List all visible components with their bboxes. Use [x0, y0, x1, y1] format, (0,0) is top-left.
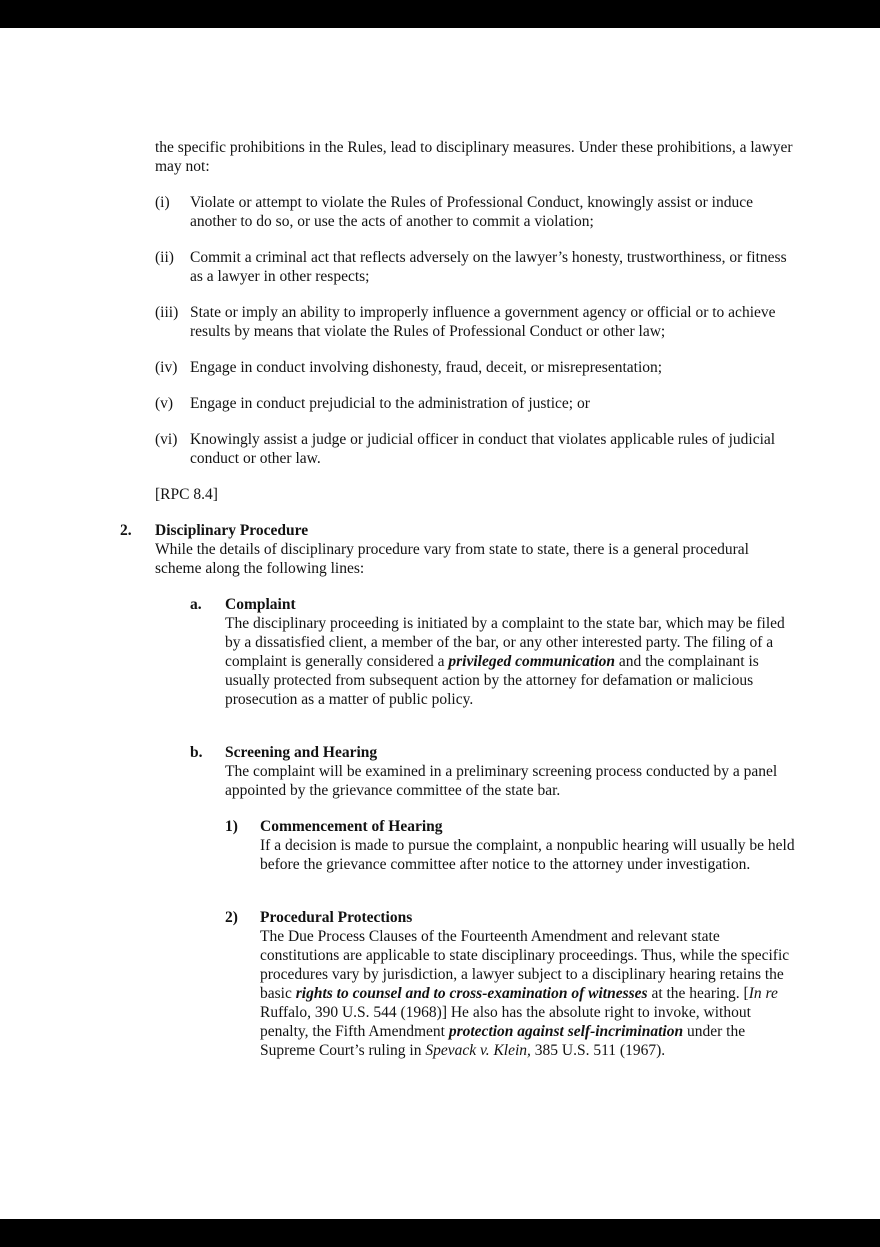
list-marker: (v) — [155, 395, 174, 412]
section-2 — [120, 521, 795, 1111]
list-item — [155, 394, 795, 413]
document-page — [0, 28, 880, 1219]
list-item — [155, 303, 795, 341]
list-text: Engage in conduct involving dishonesty, fraud, deceit, or misrepresentation; — [190, 359, 663, 376]
list-marker: (iii) — [155, 304, 179, 321]
subsubsection-marker: 1) — [225, 818, 238, 835]
list-item — [155, 430, 795, 468]
section-number: 2. — [120, 522, 132, 539]
section-body: While the details of disciplinary procedure vary from state to state, there is a general procedural scheme along the following lines: — [155, 541, 749, 577]
list-text: Commit a criminal act that reflects adversely on the lawyer’s honesty, trustworthiness, or fitness as a lawyer in other respects; — [190, 249, 787, 285]
subsubsection-title: Procedural Protections — [260, 909, 413, 926]
list-text: Violate or attempt to violate the Rules of Professional Conduct, knowingly assist or induce another to do so, or use the acts of another to commit a violation; — [190, 194, 754, 230]
list-text: State or imply an ability to improperly influence a government agency or official or to achieve results by means that violate the Rules of Professional Conduct or other law; — [190, 304, 776, 340]
subsubsection-body: The Due Process Clauses of the Fourteenth Amendment and relevant state constitutions are applicable to state disciplinary proceedings. Thus, while the specific procedures vary by jurisdiction, a lawyer subject to a disciplinary hearing retains the basic rights to counsel and to cross-examination of witnesses at the hearing. [In re Ruffalo, 390 U.S. 544 (1968)] He also has the absolute right to invoke, without penalty, the Fifth Amendment protection against self-incrimination under the Supreme Court’s ruling in Spevack v. Klein, 385 U.S. 511 (1967). — [260, 928, 790, 1059]
list-marker: (ii) — [155, 249, 174, 266]
list-item — [155, 193, 795, 231]
subsection-title: Complaint — [225, 596, 296, 613]
subsection-body: The disciplinary proceeding is initiated by a complaint to the state bar, which may be filed by a dissatisfied client, a member of the bar, or any other interested party. The filing of a complaint is generally considered a privileged communication and the complainant is usually protected from subsequent action by the attorney for defamation or malicious prosecution as a matter of public policy. — [225, 615, 785, 708]
list-text: Knowingly assist a judge or judicial officer in conduct that violates applicable rules of judicial conduct or other law. — [190, 431, 776, 467]
subsubsection-body: If a decision is made to pursue the complaint, a nonpublic hearing will usually be held before the grievance committee after notice to the attorney under investigation. — [260, 837, 795, 873]
intro-paragraph: the specific prohibitions in the Rules, lead to disciplinary measures. Under these prohibitions, a lawyer may not: — [155, 139, 793, 175]
rule-citation: [RPC 8.4] — [155, 486, 218, 503]
list-item — [155, 248, 795, 286]
top-letterbox-bar — [0, 0, 880, 28]
list-text: Engage in conduct prejudicial to the administration of justice; or — [190, 395, 590, 412]
subsection-marker: a. — [190, 596, 202, 613]
list-item — [155, 358, 795, 377]
subsection-b — [190, 743, 795, 1094]
list-marker: (iv) — [155, 359, 178, 376]
subsubsection-marker: 2) — [225, 909, 238, 926]
subsubsection-1 — [225, 817, 795, 891]
list-marker: (vi) — [155, 431, 178, 448]
list-marker: (i) — [155, 194, 170, 211]
subsection-a — [190, 595, 795, 726]
subsubsection-title: Commencement of Hearing — [260, 818, 443, 835]
subsection-title: Screening and Hearing — [225, 744, 378, 761]
section-title: Disciplinary Procedure — [155, 522, 309, 539]
bottom-letterbox-bar — [0, 1219, 880, 1247]
subsubsection-2 — [225, 908, 795, 1077]
roman-numeral-list — [120, 193, 795, 468]
subsection-body: The complaint will be examined in a preliminary screening process conducted by a panel appointed by the grievance committee of the state bar. — [225, 763, 778, 799]
subsection-marker: b. — [190, 744, 203, 761]
